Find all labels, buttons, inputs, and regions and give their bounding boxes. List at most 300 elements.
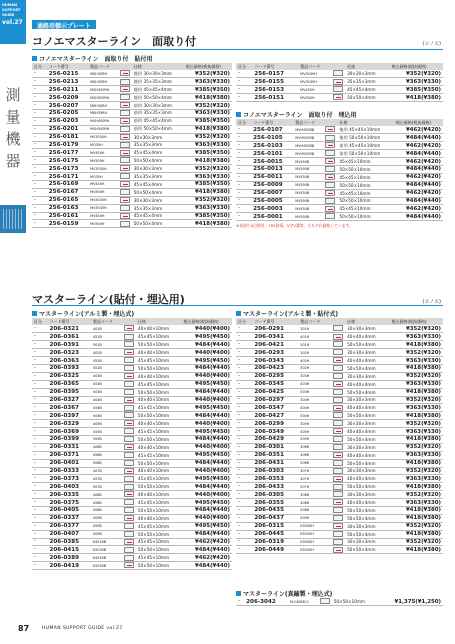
brand-line2: SUPPORT: [2, 8, 21, 12]
price-sub: (¥450): [210, 333, 230, 340]
table-row: [32, 357, 232, 365]
thumbnail-cell: [122, 435, 136, 443]
section-3-title: [32, 309, 232, 318]
plate-thumbnail-icon: [120, 118, 130, 124]
plate-thumbnail-icon: [120, 126, 130, 132]
item-code: MVH500RB: [293, 134, 323, 142]
column-header-code: コード番号: [48, 318, 91, 325]
square-icon: [236, 112, 241, 117]
thumbnail-cell: [118, 165, 132, 173]
plate-thumbnail-icon: [333, 444, 343, 450]
plate-thumbnail-icon: [333, 349, 343, 355]
plate-thumbnail-icon: [124, 373, 134, 379]
price-sub: (¥450): [210, 404, 230, 411]
price-sub: (¥400): [210, 491, 230, 498]
item-code: MV3030H: [298, 70, 331, 78]
price-cell: [181, 514, 232, 522]
table-row: [32, 364, 232, 372]
price-sub: (¥420): [210, 538, 230, 545]
plate-thumbnail-icon: [325, 174, 335, 180]
price-cell: [184, 70, 232, 78]
thumbnail-cell: [122, 546, 136, 554]
thumbnail-cell: [323, 126, 337, 134]
row-dash: –: [236, 380, 252, 388]
row-dash: –: [32, 483, 48, 491]
item-code: K5030B: [91, 546, 122, 554]
thumbnail-cell: [331, 372, 345, 380]
row-dash: –: [32, 506, 48, 514]
plate-thumbnail-icon: [124, 484, 134, 490]
side-index-tab[interactable]: [0, 205, 26, 233]
section-1-table: [32, 63, 232, 228]
header-tag: 通路用標示プレート: [32, 20, 96, 29]
spec-text: 後用 35×35×3mm: [132, 78, 184, 86]
spec-text: 50×50×4mm: [132, 220, 184, 228]
price-cell: [181, 459, 232, 467]
spec-text: 35×35×3mm: [132, 204, 184, 212]
spec-text: 50×50×4mm: [132, 157, 184, 165]
item-code: 453B: [91, 380, 122, 388]
row-dash: –: [236, 451, 252, 459]
price-value: ¥418: [406, 515, 422, 522]
price-sub: (¥440): [421, 182, 441, 189]
spec-text: 50×50×10mm: [136, 435, 181, 443]
price-value: ¥352: [195, 165, 211, 172]
section-2-note: ※表面や4辺使用、1R2誘導、V字V溝等、それぞれ価格しています。: [236, 223, 353, 229]
price-cell: [389, 364, 443, 372]
thumbnail-cell: [122, 554, 136, 562]
price-cell: [184, 165, 232, 173]
brand-tab: [0, 0, 26, 44]
spec-text: 後用 50×50×10mm: [337, 134, 393, 142]
row-dash: –: [32, 125, 47, 133]
table-row: [236, 142, 443, 150]
product-code: 206-0299: [252, 420, 298, 428]
plate-thumbnail-icon: [333, 412, 343, 418]
product-code: 256-0159: [47, 220, 88, 228]
price-value: ¥363: [195, 110, 211, 117]
price-sub: (¥380): [210, 220, 230, 227]
plate-thumbnail-icon: [124, 444, 134, 450]
product-code: 206-0323: [48, 349, 91, 357]
title-note: (コノエ): [422, 41, 441, 47]
product-code: 256-0169: [47, 180, 88, 188]
row-dash: –: [32, 220, 47, 228]
spec-text: 前用 45×45×10mm: [337, 142, 393, 150]
price-cell: [181, 475, 232, 483]
thumbnail-cell: [331, 349, 345, 357]
product-code: 206-0385: [48, 538, 91, 546]
plate-thumbnail-icon: [124, 389, 134, 395]
product-code: 206-0367: [48, 404, 91, 412]
plate-thumbnail-icon: [124, 523, 134, 529]
price-sub: (¥320): [421, 325, 441, 332]
row-dash: –: [32, 491, 48, 499]
table-row: [32, 94, 232, 102]
plate-thumbnail-icon: [333, 507, 343, 513]
section-5-title-text: マスターライン(真鍮製・埋込式): [243, 591, 333, 598]
row-dash: –: [32, 349, 48, 357]
spec-text: 40×40×10mm: [136, 443, 181, 451]
price-cell: [181, 483, 232, 491]
product-code: 206-0373: [48, 475, 91, 483]
row-dash: –: [32, 459, 48, 467]
price-value: ¥418: [406, 507, 422, 514]
price-sub: (¥400): [210, 420, 230, 427]
price-cell: [394, 189, 443, 197]
price-cell: [184, 133, 232, 141]
product-code: 256-0009: [251, 181, 293, 189]
spec-text: 30×30×3mm: [132, 196, 184, 204]
section-4-table: [236, 318, 443, 554]
spec-text: 40×40×4mm: [345, 499, 389, 507]
table-row: [32, 180, 232, 188]
price-value: ¥352: [195, 70, 211, 77]
table-row: [236, 506, 443, 514]
column-header-code: コード番号: [252, 318, 298, 325]
section-1-title: [32, 54, 232, 63]
price-value: ¥1,375: [394, 598, 416, 605]
thumbnail-cell: [331, 538, 345, 546]
thumbnail-cell: [122, 467, 136, 475]
product-code: 256-0003: [251, 205, 293, 213]
product-code: 206-0293: [252, 349, 298, 357]
product-code: 256-0175: [47, 157, 88, 165]
product-code: 206-0421: [252, 341, 298, 349]
thumbnail-cell: [122, 451, 136, 459]
item-code: 451B: [91, 333, 122, 341]
product-code: 256-0005: [251, 197, 293, 205]
spec-text: 50×50×4mm: [345, 435, 389, 443]
thumbnail-cell: [331, 94, 345, 102]
price-value: ¥352: [406, 538, 422, 545]
item-code: 401B: [91, 325, 122, 333]
price-cell: [181, 396, 232, 404]
item-code: MO35H: [88, 173, 118, 181]
thumbnail-cell: [122, 428, 136, 436]
product-code: 206-0321: [48, 325, 91, 333]
item-code: 506H: [298, 459, 331, 467]
price-cell: [394, 158, 443, 166]
plate-thumbnail-icon: [333, 357, 343, 363]
price-sub: (¥320): [421, 467, 441, 474]
product-code: 206-0425: [252, 388, 298, 396]
plate-thumbnail-icon: [120, 173, 130, 179]
spec-text: 50×50×4mm: [345, 530, 389, 538]
price-value: ¥363: [406, 78, 422, 85]
price-sub: (¥400): [210, 467, 230, 474]
plate-thumbnail-icon: [124, 405, 134, 411]
product-code: 206-0333: [48, 467, 91, 475]
item-code: MV500H: [88, 220, 118, 228]
product-code: 206-0399: [48, 435, 91, 443]
spec-text: 45×45×4mm: [132, 180, 184, 188]
item-code: 508B: [91, 506, 122, 514]
thumbnail-cell: [118, 125, 132, 133]
spec-text: 30×30×3mm: [345, 420, 389, 428]
price-cell: [389, 451, 443, 459]
thumbnail-cell: [118, 157, 132, 165]
price-value: ¥352: [195, 197, 211, 204]
product-code: 256-0103: [251, 142, 293, 150]
price-sub: (¥350): [210, 212, 230, 219]
item-code: 407H: [298, 475, 331, 483]
column-header-dash: 区分: [236, 119, 251, 126]
item-code: 509H: [298, 514, 331, 522]
item-code: MV450H: [298, 86, 331, 94]
price-value: ¥484: [195, 562, 211, 569]
price-cell: [389, 78, 443, 86]
square-icon: [32, 311, 37, 316]
price-cell: [389, 538, 443, 546]
table-row: [32, 196, 232, 204]
price-sub: (¥380): [421, 507, 441, 514]
row-dash: –: [32, 149, 47, 157]
thumbnail-cell: [118, 86, 132, 94]
item-code: 503B: [91, 388, 122, 396]
thumbnail-cell: [118, 188, 132, 196]
price-sub: (¥420): [210, 554, 230, 561]
column-header-spec: 仕様: [345, 318, 389, 325]
row-dash: –: [32, 325, 48, 333]
price-value: ¥440: [195, 515, 211, 522]
price-value: ¥352: [195, 134, 211, 141]
row-dash: –: [32, 475, 48, 483]
table-row: [236, 522, 443, 530]
price-cell: [181, 380, 232, 388]
price-value: ¥462: [406, 126, 422, 133]
row-dash: –: [236, 357, 252, 365]
product-code: 256-0105: [251, 134, 293, 142]
plate-thumbnail-icon: [333, 405, 343, 411]
plate-thumbnail-icon: [333, 547, 343, 553]
thumbnail-cell: [118, 196, 132, 204]
spec-text: 後用 50×50×4mm: [132, 94, 184, 102]
product-code: 206-0393: [48, 364, 91, 372]
plate-thumbnail-icon: [333, 70, 343, 76]
spec-text: 後用 45×45×10mm: [337, 126, 393, 134]
price-value: ¥363: [195, 205, 211, 212]
price-cell: [389, 333, 443, 341]
product-code: 256-0153: [252, 86, 298, 94]
price-cell: [394, 142, 443, 150]
section-3-title-text: マスターライン(アルミ製・埋込式): [39, 311, 135, 318]
product-code: 206-0419: [48, 562, 91, 570]
row-dash: –: [32, 109, 47, 117]
plate-thumbnail-icon: [325, 142, 335, 148]
table-row: [236, 325, 443, 333]
item-code: MKH30RH: [88, 102, 118, 110]
table-row: [32, 459, 232, 467]
thumbnail-cell: [118, 212, 132, 220]
price-sub: (¥440): [421, 150, 441, 157]
item-code: MVH500RB: [293, 150, 323, 158]
price-sub: (¥440): [421, 134, 441, 141]
price-sub: (¥380): [210, 157, 230, 164]
item-code: 306H: [298, 443, 331, 451]
price-sub: (¥320): [421, 70, 441, 77]
item-code: 459B: [91, 522, 122, 530]
price-sub: (¥380): [421, 460, 441, 467]
table-row: [236, 396, 443, 404]
row-dash: –: [32, 554, 48, 562]
plate-thumbnail-icon: [333, 365, 343, 371]
price-sub: (¥330): [210, 110, 230, 117]
price-sub: (¥350): [210, 149, 230, 156]
item-code: 402B: [91, 349, 122, 357]
price-value: ¥418: [406, 436, 422, 443]
plate-thumbnail-icon: [124, 491, 134, 497]
spec-text: 45×45×4mm: [132, 149, 184, 157]
price-value: ¥418: [195, 220, 211, 227]
product-code: 206-0423: [252, 364, 298, 372]
plate-thumbnail-icon: [333, 484, 343, 490]
price-sub: (¥420): [421, 158, 441, 165]
plate-thumbnail-icon: [333, 460, 343, 466]
plate-thumbnail-icon: [120, 181, 130, 187]
column-header-pcode: 製品コード: [88, 63, 118, 70]
section-rule: [32, 305, 443, 306]
price-sub: (¥420): [421, 142, 441, 149]
price-value: ¥418: [406, 460, 422, 467]
price-value: ¥495: [195, 333, 211, 340]
item-code: K5050H: [298, 546, 331, 554]
item-code: 409B: [91, 514, 122, 522]
row-dash: –: [32, 428, 48, 436]
row-dash: –: [236, 506, 252, 514]
price-value: ¥418: [195, 157, 211, 164]
spec-text: 50×50×10mm: [136, 506, 181, 514]
row-dash: –: [236, 126, 251, 134]
thumbnail-cell: [122, 388, 136, 396]
thumbnail-cell: [118, 117, 132, 125]
price-cell: [181, 443, 232, 451]
product-code: 256-0201: [47, 125, 88, 133]
price-cell: [181, 506, 232, 514]
spec-text: 40×40×4mm: [345, 451, 389, 459]
table-row: [32, 514, 232, 522]
price-cell: [181, 412, 232, 420]
thumbnail-cell: [122, 333, 136, 341]
price-cell: [389, 522, 443, 530]
table-row: [236, 530, 443, 538]
item-code: MV500B: [293, 181, 323, 189]
product-code: 256-0205: [47, 109, 88, 117]
thumbnail-cell: [323, 165, 337, 173]
item-code: MV500H: [298, 94, 331, 102]
price-sub: (¥380): [421, 531, 441, 538]
price-cell: [394, 134, 443, 142]
price-sub: (¥420): [421, 174, 441, 181]
price-cell: [394, 205, 443, 213]
column-header-price: 税込価格(税抜価格): [184, 63, 232, 70]
item-code: K5030H: [298, 530, 331, 538]
section-4-title: [236, 309, 443, 318]
price-sub: (¥440): [421, 213, 441, 220]
price-value: ¥440: [195, 349, 211, 356]
row-dash: –: [236, 522, 252, 530]
spec-text: 前用 50×50×4mm: [132, 125, 184, 133]
item-code: MKH35RH: [88, 78, 118, 86]
plate-thumbnail-icon: [333, 334, 343, 340]
spec-text: 30×30×3mm: [345, 491, 389, 499]
plate-thumbnail-icon: [333, 428, 343, 434]
plate-thumbnail-icon: [124, 341, 134, 347]
plate-thumbnail-icon: [124, 397, 134, 403]
product-code: 206-0433: [252, 483, 298, 491]
item-code: MV3030H: [88, 196, 118, 204]
product-code: 206-0315: [252, 522, 298, 530]
item-code: MV450B: [293, 189, 323, 197]
price-value: ¥352: [406, 373, 422, 380]
row-dash: –: [32, 341, 48, 349]
column-header-spec: 仕様: [337, 119, 393, 126]
square-icon: [236, 311, 241, 316]
section-1b-table: [236, 63, 443, 102]
item-code: K4550B: [91, 554, 122, 562]
price-sub: (¥330): [210, 78, 230, 85]
plate-thumbnail-icon: [120, 110, 130, 116]
footer-guide: HUMAN SUPPORT GUIDE vol.27: [42, 626, 123, 631]
price-value: ¥363: [195, 141, 211, 148]
price-cell: [389, 412, 443, 420]
spec-text: 50×50×4mm: [345, 459, 389, 467]
price-value: ¥363: [406, 357, 422, 364]
price-cell: [184, 102, 232, 110]
price-value: ¥385: [195, 86, 211, 93]
thumbnail-cell: [122, 491, 136, 499]
thumbnail-cell: [331, 396, 345, 404]
plate-thumbnail-icon: [120, 197, 130, 203]
spec-text: 50×50×4mm: [345, 483, 389, 491]
spec-text: 50×50×10mm: [337, 181, 393, 189]
table-row: [236, 420, 443, 428]
price-value: ¥418: [406, 546, 422, 553]
price-sub: (¥450): [210, 523, 230, 530]
plate-thumbnail-icon: [120, 142, 130, 148]
title-rule: [32, 49, 443, 50]
table-row: [32, 428, 232, 436]
item-code: 403H: [298, 380, 331, 388]
item-code: 405B: [91, 420, 122, 428]
thumbnail-cell: [122, 404, 136, 412]
price-value: ¥440: [195, 325, 211, 332]
product-code: 256-0007: [251, 189, 293, 197]
item-code: 407B: [91, 467, 122, 475]
row-dash: –: [236, 530, 252, 538]
price-value: ¥495: [195, 357, 211, 364]
price-cell: [184, 117, 232, 125]
thumbnail-cell: [118, 78, 132, 86]
table-row: [32, 435, 232, 443]
plate-thumbnail-icon: [124, 325, 134, 331]
item-code: 454B: [91, 404, 122, 412]
row-dash: –: [236, 514, 252, 522]
spec-text: 45×45×10mm: [337, 173, 393, 181]
product-code: 206-0349: [252, 428, 298, 436]
column-header-img: [122, 318, 136, 325]
plate-thumbnail-icon: [325, 206, 335, 212]
price-cell: [389, 325, 443, 333]
price-sub: (¥350): [210, 118, 230, 125]
price-sub: (¥440): [210, 546, 230, 553]
column-header-pcode: 製品コード: [293, 119, 323, 126]
plate-thumbnail-icon: [124, 515, 134, 521]
row-dash: –: [236, 150, 251, 158]
product-code: 256-0013: [251, 165, 293, 173]
item-code: 403B: [91, 372, 122, 380]
item-code: MVH450RB: [293, 126, 323, 134]
